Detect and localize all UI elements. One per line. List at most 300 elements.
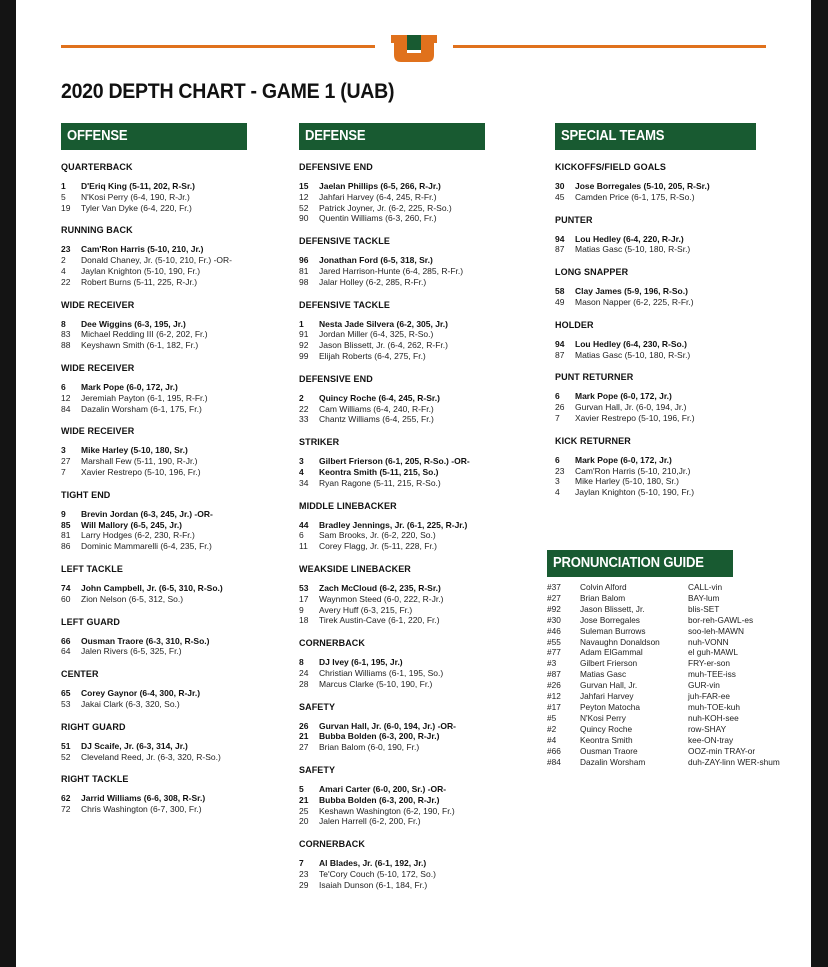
player-info: Gurvan Hall, Jr. (6-0, 194, Jr.) bbox=[575, 402, 687, 413]
player-row bbox=[299, 456, 534, 467]
jersey-number: 29 bbox=[299, 879, 309, 890]
jersey-number: 86 bbox=[61, 541, 71, 552]
player-info: Jahfari Harvey (6-4, 245, R-Fr.) bbox=[319, 191, 437, 202]
jersey-number: 91 bbox=[299, 329, 309, 340]
miami-u-logo-icon bbox=[390, 33, 438, 63]
player-row bbox=[61, 509, 296, 520]
player-info: Al Blades, Jr. (6-1, 192, Jr.) bbox=[319, 858, 427, 869]
pronunciation-phonetic: CALL-vin bbox=[688, 582, 723, 592]
player-row bbox=[299, 203, 534, 214]
jersey-number: 24 bbox=[299, 667, 309, 678]
position-group bbox=[61, 490, 296, 552]
player-row bbox=[61, 255, 296, 266]
player-info: Ryan Ragone (5-11, 215, R-So.) bbox=[319, 477, 441, 488]
pronunciation-number: #3 bbox=[547, 658, 557, 669]
position-title: LEFT TACKLE bbox=[61, 563, 123, 574]
header-rule-left bbox=[61, 45, 375, 48]
jersey-number: 34 bbox=[299, 477, 309, 488]
position-title: PUNTER bbox=[555, 214, 593, 225]
player-row bbox=[555, 286, 795, 297]
jersey-number: 9 bbox=[61, 508, 66, 519]
jersey-number: 21 bbox=[299, 794, 309, 805]
pronunciation-name: N'Kosi Perry bbox=[580, 712, 626, 723]
player-info: Chantz Williams (6-4, 255, Fr.) bbox=[319, 414, 434, 425]
pronunciation-row bbox=[547, 713, 802, 724]
offense-header: OFFENSE bbox=[61, 123, 247, 150]
player-info: Jarrid Williams (6-6, 308, R-Sr.) bbox=[81, 793, 206, 804]
player-info: Mark Pope (6-0, 172, Jr.) bbox=[575, 454, 672, 465]
jersey-number: 5 bbox=[299, 783, 304, 794]
position-title: WIDE RECEIVER bbox=[61, 426, 135, 437]
jersey-number: 65 bbox=[61, 688, 71, 699]
pronunciation-row bbox=[547, 724, 802, 735]
position-title: CORNERBACK bbox=[299, 839, 365, 850]
pronunciation-name: Keontra Smith bbox=[580, 734, 633, 745]
player-row bbox=[299, 467, 534, 478]
player-info: Larry Hodges (6-2, 230, R-Fr.) bbox=[81, 530, 195, 541]
player-info: Camden Price (6-1, 175, R-So.) bbox=[575, 191, 695, 202]
pronunciation-number: #26 bbox=[547, 680, 561, 691]
pronunciation-number: #77 bbox=[547, 647, 561, 658]
position-title: DEFENSIVE TACKLE bbox=[299, 236, 390, 247]
player-row bbox=[61, 266, 296, 277]
player-row bbox=[555, 402, 795, 413]
player-info: Amari Carter (6-0, 200, Sr.) -OR- bbox=[319, 783, 447, 794]
position-title: DEFENSIVE TACKLE bbox=[299, 299, 390, 310]
player-info: Tyler Van Dyke (6-4, 220, Fr.) bbox=[81, 202, 192, 213]
position-group bbox=[299, 374, 534, 425]
player-info: Tirek Austin-Cave (6-1, 220, Fr.) bbox=[319, 615, 440, 626]
player-info: Dee Wiggins (6-3, 195, Jr.) bbox=[81, 318, 186, 329]
player-info: Jared Harrison-Hunte (6-4, 285, R-Fr.) bbox=[319, 265, 464, 276]
pronunciation-number: #2 bbox=[547, 723, 557, 734]
jersey-number: 72 bbox=[61, 804, 71, 815]
player-row bbox=[299, 266, 534, 277]
player-row bbox=[299, 615, 534, 626]
pronunciation-number: #37 bbox=[547, 582, 561, 592]
player-row bbox=[61, 741, 296, 752]
pronunciation-phonetic: duh-ZAY-linn WER-shum bbox=[688, 756, 780, 767]
player-info: Te'Cory Couch (5-10, 172, So.) bbox=[319, 868, 436, 879]
jersey-number: 44 bbox=[299, 519, 309, 530]
player-row bbox=[299, 816, 534, 827]
pronunciation-row bbox=[547, 735, 802, 746]
player-info: Bubba Bolden (6-3, 200, R-Jr.) bbox=[319, 731, 440, 742]
position-group bbox=[555, 215, 795, 256]
player-row bbox=[61, 594, 296, 605]
pronunciation-phonetic: muh-TOE-kuh bbox=[688, 701, 740, 712]
player-row bbox=[299, 478, 534, 489]
jersey-number: 51 bbox=[61, 740, 71, 751]
position-title: QUARTERBACK bbox=[61, 162, 133, 172]
player-row bbox=[299, 679, 534, 690]
jersey-number: 94 bbox=[555, 233, 565, 244]
player-row bbox=[555, 181, 795, 192]
player-info: Zach McCloud (6-2, 235, R-Sr.) bbox=[319, 582, 441, 593]
pronunciation-row bbox=[547, 582, 802, 593]
jersey-number: 26 bbox=[555, 402, 565, 413]
jersey-number: 6 bbox=[555, 391, 560, 402]
player-info: Cam Williams (6-4, 240, R-Fr.) bbox=[319, 403, 434, 414]
pronunciation-phonetic: bor-reh-GAWL-es bbox=[688, 614, 754, 625]
player-row bbox=[299, 181, 534, 192]
player-info: Mike Harley (5-10, 180, Sr.) bbox=[81, 445, 188, 456]
jersey-number: 85 bbox=[61, 519, 71, 530]
player-row bbox=[555, 192, 795, 203]
player-row bbox=[61, 329, 296, 340]
player-row bbox=[61, 467, 296, 478]
player-info: Robert Burns (5-11, 225, R-Jr.) bbox=[81, 276, 198, 287]
player-row bbox=[555, 391, 795, 402]
pronunciation-phonetic: nuh-VONN bbox=[688, 636, 729, 647]
pronunciation-name: Adam ElGammal bbox=[580, 647, 643, 658]
player-row bbox=[299, 340, 534, 351]
position-title: HOLDER bbox=[555, 319, 594, 330]
special-teams-header: SPECIAL TEAMS bbox=[555, 123, 756, 150]
player-info: Donald Chaney, Jr. (5-10, 210, Fr.) -OR- bbox=[81, 255, 233, 266]
player-info: John Campbell, Jr. (6-5, 310, R-So.) bbox=[81, 582, 223, 593]
player-info: Jalen Harrell (6-2, 200, Fr.) bbox=[319, 816, 421, 827]
jersey-number: 23 bbox=[61, 244, 71, 255]
player-row bbox=[555, 350, 795, 361]
pronunciation-row bbox=[547, 669, 802, 680]
player-info: Isaiah Dunson (6-1, 184, Fr.) bbox=[319, 879, 428, 890]
player-row bbox=[299, 329, 534, 340]
player-info: Patrick Joyner, Jr. (6-2, 225, R-So.) bbox=[319, 202, 452, 213]
player-info: Jalar Holley (6-2, 285, R-Fr.) bbox=[319, 276, 427, 287]
player-row bbox=[299, 742, 534, 753]
player-row bbox=[61, 203, 296, 214]
jersey-number: 99 bbox=[299, 350, 309, 361]
player-info: Cam'Ron Harris (5-10, 210,Jr.) bbox=[575, 465, 691, 476]
pronunciation-number: #87 bbox=[547, 669, 561, 680]
player-info: Xavier Restrepo (5-10, 196, Fr.) bbox=[81, 466, 201, 477]
player-row bbox=[299, 605, 534, 616]
position-group bbox=[555, 372, 795, 423]
pronunciation-guide bbox=[547, 550, 802, 767]
player-info: Avery Huff (6-3, 215, Fr.) bbox=[319, 604, 413, 615]
player-info: Jordan Miller (6-4, 325, R-So.) bbox=[319, 329, 434, 340]
pronunciation-header: PRONUNCIATION GUIDE bbox=[547, 550, 733, 577]
jersey-number: 28 bbox=[299, 678, 309, 689]
jersey-number: 6 bbox=[61, 381, 66, 392]
player-row bbox=[299, 668, 534, 679]
player-info: Matias Gasc (5-10, 180, R-Sr.) bbox=[575, 244, 691, 255]
player-row bbox=[299, 277, 534, 288]
position-title: TIGHT END bbox=[61, 489, 111, 500]
position-title: CORNERBACK bbox=[299, 638, 365, 649]
pronunciation-phonetic: row-SHAY bbox=[688, 723, 727, 734]
jersey-number: 3 bbox=[61, 445, 66, 456]
position-title: SAFETY bbox=[299, 701, 336, 712]
position-title: WEAKSIDE LINEBACKER bbox=[299, 563, 411, 574]
jersey-number: 17 bbox=[299, 593, 309, 604]
player-row bbox=[61, 793, 296, 804]
jersey-number: 83 bbox=[61, 329, 71, 340]
position-title: WIDE RECEIVER bbox=[61, 299, 135, 310]
pronunciation-phonetic: soo-leh-MAWN bbox=[688, 625, 744, 636]
player-info: Dazalin Worsham (6-1, 175, Fr.) bbox=[81, 403, 202, 414]
player-info: N'Kosi Perry (6-4, 190, R-Jr.) bbox=[81, 191, 190, 202]
jersey-number: 11 bbox=[299, 541, 308, 552]
player-info: Jaylan Knighton (5-10, 190, Fr.) bbox=[575, 487, 695, 498]
player-row bbox=[299, 731, 534, 742]
pronunciation-row bbox=[547, 702, 802, 713]
pronunciation-number: #55 bbox=[547, 636, 561, 647]
pronunciation-number: #30 bbox=[547, 614, 561, 625]
position-group bbox=[299, 300, 534, 362]
player-row bbox=[61, 541, 296, 552]
pronunciation-number: #17 bbox=[547, 701, 561, 712]
player-row bbox=[299, 721, 534, 732]
position-group bbox=[61, 162, 296, 213]
player-info: Mason Napper (6-2, 225, R-Fr.) bbox=[575, 296, 694, 307]
player-info: Elijah Roberts (6-4, 275, Fr.) bbox=[319, 350, 426, 361]
jersey-number: 3 bbox=[299, 456, 304, 467]
player-row bbox=[299, 255, 534, 266]
player-info: Mark Pope (6-0, 172, Jr.) bbox=[575, 391, 672, 402]
pronunciation-number: #5 bbox=[547, 712, 557, 723]
position-group bbox=[555, 436, 795, 498]
jersey-number: 8 bbox=[299, 657, 304, 668]
position-group bbox=[61, 669, 296, 710]
player-row bbox=[555, 413, 795, 424]
player-row bbox=[61, 404, 296, 415]
player-info: Lou Hedley (6-4, 220, R-Jr.) bbox=[575, 233, 684, 244]
jersey-number: 26 bbox=[299, 720, 309, 731]
player-info: Marcus Clarke (5-10, 190, Fr.) bbox=[319, 678, 433, 689]
position-group bbox=[299, 702, 534, 753]
jersey-number: 22 bbox=[299, 403, 309, 414]
player-row bbox=[299, 351, 534, 362]
player-row bbox=[61, 456, 296, 467]
position-group bbox=[299, 839, 534, 890]
jersey-number: 23 bbox=[299, 868, 309, 879]
position-group bbox=[61, 225, 296, 287]
player-row bbox=[61, 688, 296, 699]
position-group bbox=[61, 363, 296, 414]
jersey-number: 27 bbox=[299, 742, 309, 753]
position-title: RUNNING BACK bbox=[61, 225, 133, 236]
player-row bbox=[299, 213, 534, 224]
jersey-number: 25 bbox=[299, 805, 309, 816]
jersey-number: 49 bbox=[555, 296, 565, 307]
position-group bbox=[299, 638, 534, 689]
player-info: Jason Blissett, Jr. (6-4, 262, R-Fr.) bbox=[319, 340, 448, 351]
jersey-number: 15 bbox=[299, 181, 309, 191]
jersey-number: 52 bbox=[61, 751, 71, 762]
player-row bbox=[299, 404, 534, 415]
player-info: Michael Redding III (6-2, 202, Fr.) bbox=[81, 329, 208, 340]
player-info: Quincy Roche (6-4, 245, R-Sr.) bbox=[319, 392, 440, 403]
position-group bbox=[299, 162, 534, 224]
player-info: Christian Williams (6-1, 195, So.) bbox=[319, 667, 444, 678]
jersey-number: 84 bbox=[61, 403, 71, 414]
player-row bbox=[299, 594, 534, 605]
player-row bbox=[61, 699, 296, 710]
player-info: Brian Balom (6-0, 190, Fr.) bbox=[319, 742, 420, 753]
player-info: DJ Ivey (6-1, 195, Jr.) bbox=[319, 657, 403, 668]
player-info: Jose Borregales (5-10, 205, R-Sr.) bbox=[575, 181, 710, 191]
jersey-number: 88 bbox=[61, 340, 71, 351]
jersey-number: 74 bbox=[61, 582, 71, 593]
jersey-number: 90 bbox=[299, 213, 309, 224]
position-title: LEFT GUARD bbox=[61, 616, 120, 627]
player-info: Mark Pope (6-0, 172, Jr.) bbox=[81, 381, 178, 392]
jersey-number: 53 bbox=[299, 582, 309, 593]
pronunciation-row bbox=[547, 615, 802, 626]
jersey-number: 2 bbox=[299, 392, 304, 403]
jersey-number: 7 bbox=[299, 858, 304, 869]
pronunciation-phonetic: kee-ON-tray bbox=[688, 734, 734, 745]
player-row bbox=[299, 541, 534, 552]
jersey-number: 87 bbox=[555, 244, 565, 255]
position-group bbox=[61, 426, 296, 477]
pronunciation-number: #84 bbox=[547, 756, 561, 767]
position-group bbox=[61, 564, 296, 605]
player-info: Bubba Bolden (6-3, 200, R-Jr.) bbox=[319, 794, 440, 805]
pronunciation-name: Gilbert Frierson bbox=[580, 658, 638, 669]
player-row bbox=[555, 297, 795, 308]
jersey-number: 4 bbox=[299, 466, 304, 477]
jersey-number: 27 bbox=[61, 456, 71, 467]
position-title: STRIKER bbox=[299, 437, 340, 448]
pronunciation-row bbox=[547, 680, 802, 691]
player-row bbox=[61, 181, 296, 192]
pronunciation-name: Quincy Roche bbox=[580, 723, 633, 734]
pronunciation-number: #12 bbox=[547, 691, 561, 702]
pronunciation-number: #46 bbox=[547, 625, 561, 636]
player-row bbox=[61, 340, 296, 351]
player-row bbox=[299, 192, 534, 203]
jersey-number: 1 bbox=[299, 318, 304, 329]
jersey-number: 58 bbox=[555, 286, 565, 297]
jersey-number: 18 bbox=[299, 615, 309, 626]
player-info: Jaylan Knighton (5-10, 190, Fr.) bbox=[81, 265, 201, 276]
player-row bbox=[555, 244, 795, 255]
position-title: WIDE RECEIVER bbox=[61, 362, 135, 373]
player-info: Quentin Williams (6-3, 260, Fr.) bbox=[319, 213, 437, 224]
player-row bbox=[61, 277, 296, 288]
jersey-number: 6 bbox=[555, 454, 560, 465]
player-row bbox=[299, 858, 534, 869]
pronunciation-row bbox=[547, 593, 802, 604]
player-row bbox=[61, 192, 296, 203]
player-row bbox=[299, 530, 534, 541]
pronunciation-row bbox=[547, 691, 802, 702]
jersey-number: 7 bbox=[555, 412, 560, 423]
player-info: Mike Harley (5-10, 180, Sr.) bbox=[575, 476, 679, 487]
player-info: D'Eriq King (5-11, 202, R-Sr.) bbox=[81, 181, 195, 191]
player-row bbox=[299, 806, 534, 817]
jersey-number: 23 bbox=[555, 465, 565, 476]
jersey-number: 1 bbox=[61, 181, 66, 191]
jersey-number: 33 bbox=[299, 414, 309, 425]
player-row bbox=[61, 646, 296, 657]
jersey-number: 81 bbox=[299, 265, 309, 276]
pronunciation-name: Jahfari Harvey bbox=[580, 691, 634, 702]
player-row bbox=[555, 339, 795, 350]
pronunciation-number: #4 bbox=[547, 734, 557, 745]
offense-column bbox=[61, 123, 296, 815]
jersey-number: 60 bbox=[61, 593, 71, 604]
pronunciation-phonetic: nuh-KOH-see bbox=[688, 712, 739, 723]
player-info: Gurvan Hall, Jr. (6-0, 194, Jr.) -OR- bbox=[319, 720, 456, 731]
player-row bbox=[61, 530, 296, 541]
pronunciation-row bbox=[547, 746, 802, 757]
jersey-number: 9 bbox=[299, 604, 304, 615]
player-info: Bradley Jennings, Jr. (6-1, 225, R-Jr.) bbox=[319, 519, 468, 530]
player-info: Jalen Rivers (6-5, 325, Fr.) bbox=[81, 646, 182, 657]
player-info: Xavier Restrepo (5-10, 196, Fr.) bbox=[575, 412, 695, 423]
pronunciation-row bbox=[547, 626, 802, 637]
player-row bbox=[299, 583, 534, 594]
jersey-number: 21 bbox=[299, 731, 309, 742]
jersey-number: 53 bbox=[61, 698, 71, 709]
pronunciation-row bbox=[547, 658, 802, 669]
pronunciation-name: Colvin Alford bbox=[580, 582, 627, 592]
player-row bbox=[299, 414, 534, 425]
jersey-number: 87 bbox=[555, 349, 565, 360]
pronunciation-phonetic: el guh-MAWL bbox=[688, 647, 738, 658]
jersey-number: 81 bbox=[61, 530, 71, 541]
player-row bbox=[555, 455, 795, 466]
player-info: DJ Scaife, Jr. (6-3, 314, Jr.) bbox=[81, 740, 188, 751]
pronunciation-list bbox=[547, 582, 802, 767]
player-row bbox=[61, 520, 296, 531]
pronunciation-name: Jose Borregales bbox=[580, 614, 640, 625]
header-rule-right bbox=[453, 45, 766, 48]
position-title: RIGHT GUARD bbox=[61, 721, 126, 732]
pronunciation-phonetic: GUR-vin bbox=[688, 680, 720, 691]
pronunciation-name: Jason Blissett, Jr. bbox=[580, 603, 645, 614]
jersey-number: 64 bbox=[61, 646, 71, 657]
pronunciation-phonetic: juh-FAR-ee bbox=[688, 691, 730, 702]
player-info: Zion Nelson (6-5, 312, So.) bbox=[81, 593, 184, 604]
defense-header: DEFENSE bbox=[299, 123, 485, 150]
jersey-number: 2 bbox=[61, 255, 66, 266]
player-info: Ousman Traore (6-3, 310, R-So.) bbox=[81, 635, 210, 646]
pronunciation-number: #92 bbox=[547, 603, 561, 614]
position-title: KICK RETURNER bbox=[555, 435, 631, 446]
jersey-number: 20 bbox=[299, 816, 309, 827]
player-info: Jakai Clark (6-3, 320, So.) bbox=[81, 698, 180, 709]
position-title: LONG SNAPPER bbox=[555, 267, 629, 278]
position-group bbox=[61, 722, 296, 763]
player-row bbox=[555, 487, 795, 498]
player-row bbox=[61, 804, 296, 815]
position-title: PUNT RETURNER bbox=[555, 372, 634, 383]
position-group bbox=[61, 300, 296, 351]
player-row bbox=[299, 795, 534, 806]
player-info: Waynmon Steed (6-0, 222, R-Jr.) bbox=[319, 593, 444, 604]
player-info: Clay James (5-9, 196, R-So.) bbox=[575, 286, 688, 297]
jersey-number: 4 bbox=[61, 265, 66, 276]
pronunciation-number: #27 bbox=[547, 592, 561, 603]
pronunciation-row bbox=[547, 647, 802, 658]
position-title: SAFETY bbox=[299, 764, 336, 775]
depth-chart-page bbox=[16, 0, 811, 967]
jersey-number: 52 bbox=[299, 202, 309, 213]
player-info: Jonathan Ford (6-5, 318, Sr.) bbox=[319, 255, 433, 266]
defense-column bbox=[299, 123, 534, 890]
pronunciation-name: Suleman Burrows bbox=[580, 625, 646, 636]
jersey-number: 96 bbox=[299, 255, 309, 266]
pronunciation-phonetic: muh-TEE-iss bbox=[688, 669, 736, 680]
position-group bbox=[299, 501, 534, 552]
jersey-number: 22 bbox=[61, 276, 71, 287]
player-info: Brevin Jordan (6-3, 245, Jr.) -OR- bbox=[81, 508, 213, 519]
